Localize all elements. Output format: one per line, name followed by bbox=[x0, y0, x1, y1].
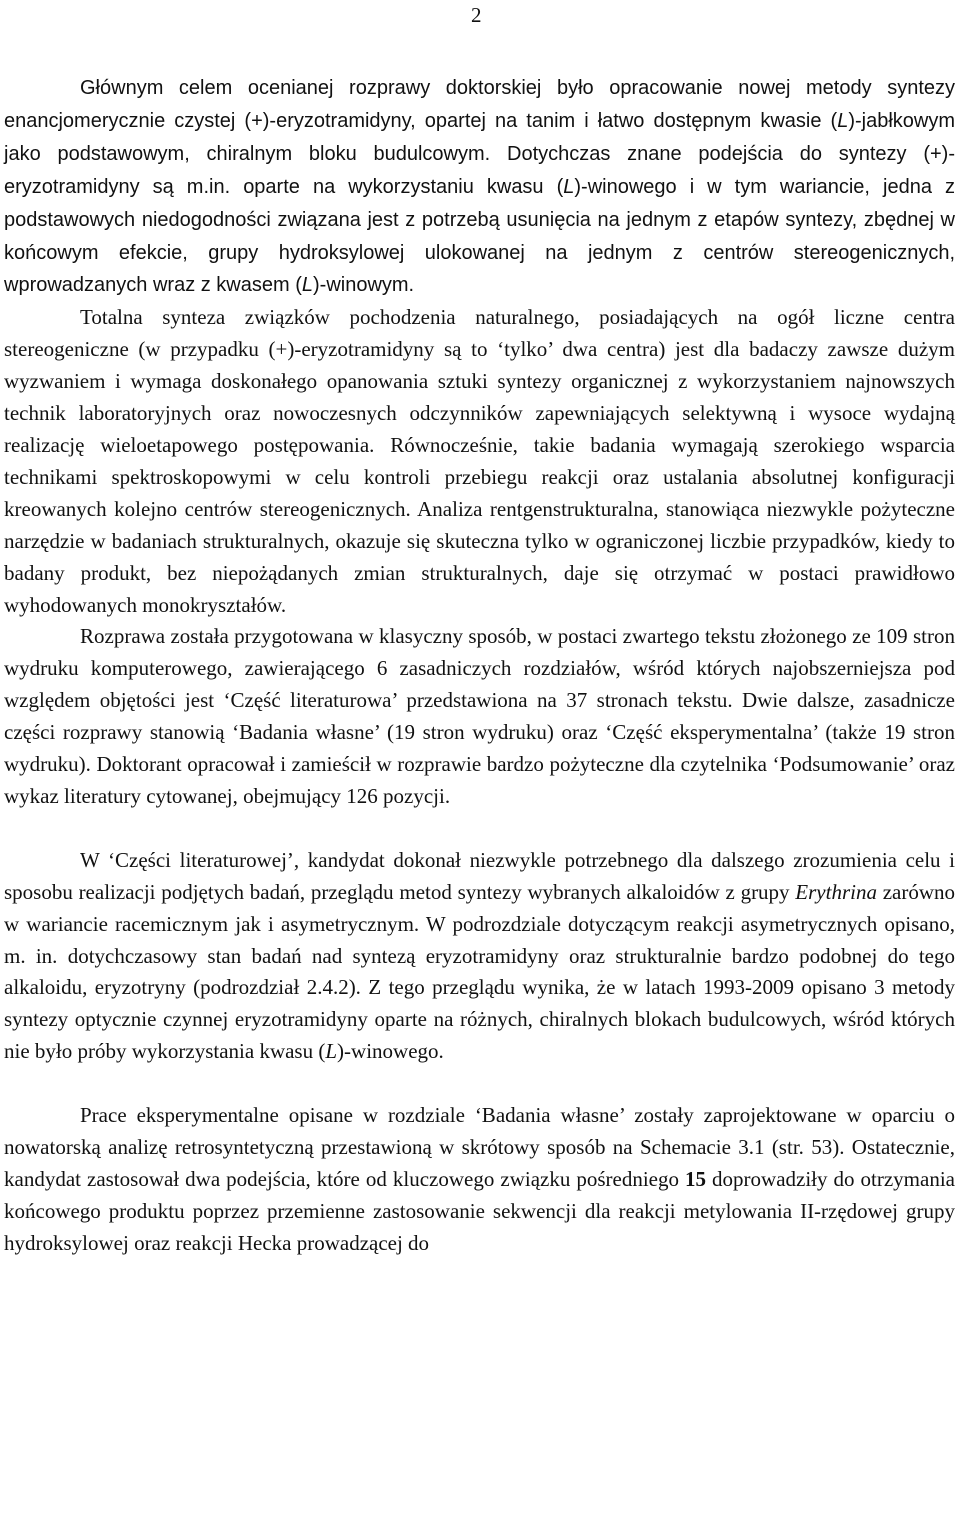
paragraph-gap bbox=[4, 1068, 955, 1100]
paragraph-experimental-text-1: Prace eksperymentalne opisane w rozdziale ‘Badania własne’ zostały zaprojektowane w oparciu o nowatorską analizę retrosyntetyczną przestawioną w skrótowy sposób na Schemacie 3.1 (str. 53). Ostatecznie, kandydat zastosował dwa podejścia, które od kluczowego związku pośredniego bbox=[4, 1103, 955, 1191]
paragraph-dissertation-structure: Rozprawa została przygotowana w klasyczny sposób, w postaci zwartego tekstu złożonego ze 109 stron wydruku komputerowego, zawierającego 6 zasadniczych rozdziałów, wśród których najobszerniejsza pod względem objętości jest ‘Część literaturowa’ przedstawiona na 37 stronach tekstu. Dwie dalsze, zasadnicze części rozprawy stanowią ‘Badania własne’ (19 stron wydruku) oraz ‘Część eksperymentalna’ (także 19 stron wydruku). Doktorant opracował i zamieścił w rozprawie bardzo pożyteczne dla czytelnika ‘Podsumowanie’ oraz wykaz literatury cytowanej, obejmujący 126 pozycji. bbox=[4, 624, 955, 808]
paragraph-literature-text-1: W ‘Części literaturowej’, kandydat dokonał niezwykle potrzebnego dla dalszego zrozumienia celu i sposobu realizacji podjętych badań, przeglądu metod syntezy wybranych alkaloidów z grupy bbox=[4, 847, 955, 904]
paragraph-aim bbox=[4, 72, 955, 302]
paragraph-literature-italic-l: L bbox=[325, 1039, 338, 1064]
paragraph-aim-text-3: )-winowego i w tym wariancie, jedna z podstawowych niedogodności związana jest z potrzebą usunięcia na jednym z etapów syntezy, zbędnej w końcowym efekcie, grupy hydroksylowej ulokowanej na jednym z centrów stereogenicznych, wprowadzanych wraz z kwasem ( bbox=[4, 175, 955, 297]
paragraph-aim-text-1: Głównym celem ocenianej rozprawy doktorskiej było opracowanie nowej metody syntezy enancjomerycznie czystej (+)-eryzotramidyny, opartej na tanim i łatwo dostępnym kwasie ( bbox=[4, 77, 955, 132]
paragraph-literature-italic-erythrina: Erythrina bbox=[795, 879, 877, 904]
paragraph-aim-text-2: )-jabłkowym jako podstawowym, chiralnym bloku budulcowym. Dotychczas znane podejścia do syntezy (+)-eryzotramidyny są m.in. oparte na wykorzystaniu kwasu ( bbox=[4, 109, 955, 198]
paragraph-literature-text-3: )-winowego. bbox=[337, 1039, 444, 1064]
document-body bbox=[4, 72, 955, 1260]
page-number: 2 bbox=[471, 3, 482, 27]
paragraph-experimental-bold-15: 15 bbox=[685, 1167, 707, 1191]
paragraph-experimental-text-2: doprowadziły do otrzymania końcowego produktu poprzez przemienne zastosowanie sekwencji dla reakcji metylowania II-rzędowej grupy hydroksylowej oraz reakcji Hecka prowadzącej do bbox=[4, 1167, 955, 1255]
paragraph-gap bbox=[4, 813, 955, 845]
paragraph-experimental-work bbox=[4, 1100, 955, 1260]
paragraph-aim-italic-3: L bbox=[301, 274, 313, 297]
paragraph-literature-part bbox=[4, 845, 955, 1068]
paragraph-aim-italic-1: L bbox=[837, 109, 849, 132]
paragraph-total-synthesis: Totalna synteza związków pochodzenia naturalnego, posiadających na ogół liczne centra stereogeniczne (w przypadku (+)-eryzotramidyny są to ‘tylko’ dwa centra) jest dla badaczy zawsze dużym wyzwaniem i wymaga doskonałego opanowania sztuki syntezy organicznej z wykorzystaniem najnowszych technik laboratoryjnych oraz nowoczesnych odczynników zapewniających selektywną i wysoce wydajną realizację wieloetapowego postępowania. Równocześnie, takie badania wymagają szerokiego wsparcia technikami spektroskopowymi w celu kontroli przebiegu reakcji oraz ustalania absolutnej konfiguracji kreowanych kolejno centrów stereogenicznych. Analiza rentgenstrukturalna, stanowiąca niezwykle pożyteczne narzędzie w badaniach strukturalnych, okazuje się skuteczna tylko w ograniczonej liczbie przypadków, kiedy to badany produkt, bez niepożądanych zmian strukturalnych, daje się otrzymać w postaci prawidłowo wyhodowanych monokryształów. bbox=[4, 305, 955, 617]
paragraph-literature-text-2: zarówno w wariancie racemicznym jak i asymetrycznym. W podrozdziale dotyczącym reakcji asymetrycznych opisano, m. in. dotychczasowy stan badań nad syntezą eryzotramidyny oraz strukturalnie bardzo podobnej do tego alkaloidu, eryzotryny (podrozdział 2.4.2). Z tego przeglądu wynika, że w latach 1993-2009 opisano 3 metody syntezy optycznie czynnej eryzotramidyny oparte na różnych, chiralnych blokach budulcowych, wśród których nie było próby wykorzystania kwasu ( bbox=[4, 879, 955, 1064]
paragraph-aim-text-4: )-winowym. bbox=[313, 274, 415, 297]
paragraph-aim-italic-2: L bbox=[563, 175, 575, 198]
